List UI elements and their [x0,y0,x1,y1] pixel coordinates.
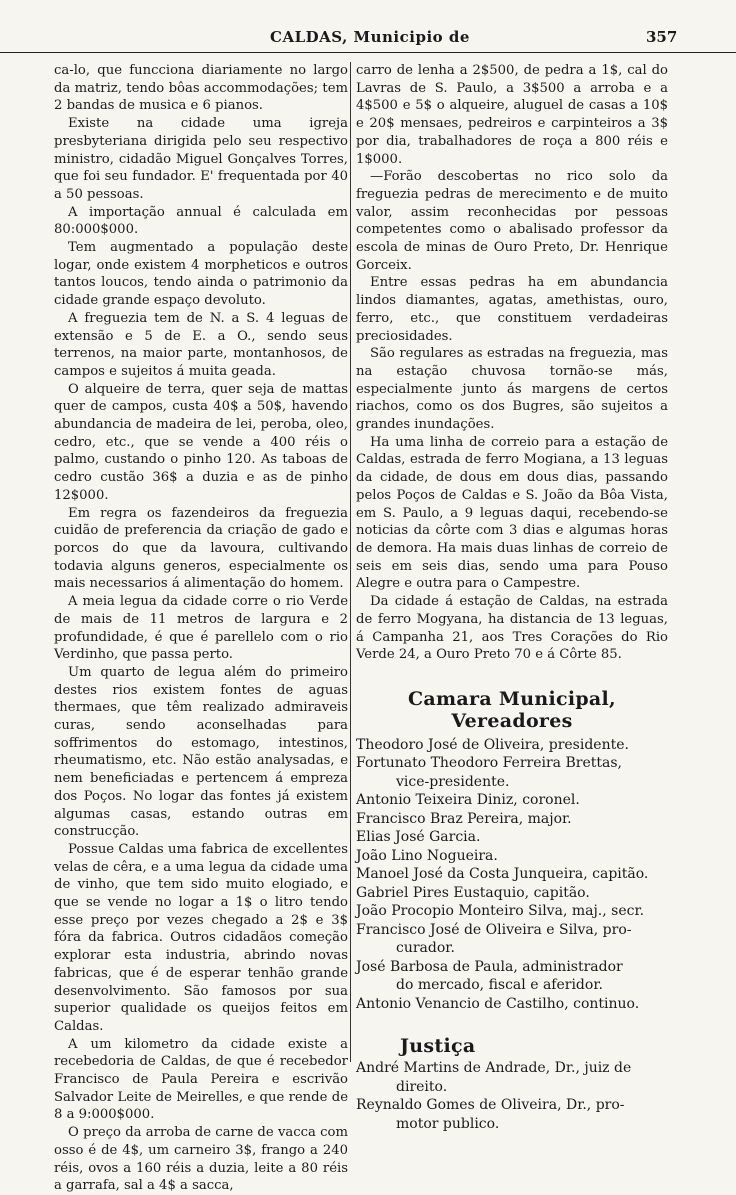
member-entry [356,828,668,847]
member-entry [356,902,668,921]
member-entry [356,736,668,755]
paragraph: O preço da arroba de carne de vacca com osso é de 4$, um carneiro 3$, frango a 240 réis, ovos a 160 réis a duzia, leite a 80 réis a garrafa, sal a 4$ a sacca, [54,1125,348,1194]
camara-heading: Camara Municipal, Vereadores [408,687,616,732]
member-entry [356,754,668,791]
member-entry [356,1059,668,1096]
member-line-continued: direito. [396,1078,448,1095]
paragraph: A meia legua da cidade corre o rio Verde de mais de 11 metros de largura e 2 profundidade, é que é parellelo com o rio Verdinho, que passa perto. [54,594,348,663]
member-entry [356,1096,668,1133]
page-number: 357 [646,28,678,46]
member-line: João Lino Nogueira. [356,847,498,864]
paragraph: Em regra os fazendeiros da freguezia cuidão de preferencia da criação de gado e porcos do que da lavoura, cultivando todavia alguns generos, especialmente os mais necessarios á alimentação do homem. [54,505,348,592]
member-line: Theodoro José de Oliveira, presidente. [356,736,629,753]
member-line: Gabriel Pires Eustaquio, capitão. [356,884,590,901]
member-line: Reynaldo Gomes de Oliveira, Dr., pro- [356,1097,625,1114]
paragraph: ca-lo, que funcciona diariamente no largo da matriz, tendo bôas accommodações; tem 2 bandas de musica e 6 pianos. [54,63,348,114]
member-line: Antonio Teixeira Diniz, coronel. [356,792,580,809]
member-entry [356,995,668,1014]
paragraph: carro de lenha a 2$500, de pedra a 1$, cal do Lavras de S. Paulo, a 3$500 a arroba e a 4$500 e 5$ o alqueire, aluguel de casas a 10$ e 20$ mensaes, pedreiros e carpinteiros a 3$ por dia, trabalhadores de roça a 800 réis e 1$000. [356,63,668,167]
paragraph: Entre essas pedras ha em abundancia lindos diamantes, agatas, amethistas, ouro, ferro, etc., que constituem verdadeiras preciosidades. [356,275,668,344]
paragraph: O alqueire de terra, quer seja de mattas quer de campos, custa 40$ a 50$, havendo abundancia de madeira de lei, peroba, oleo, cedro, etc., que se vende a 400 réis o palmo, custando o pinho 120. As taboas de cedro custão 36$ a duzia e as de pinho 12$000. [54,381,348,503]
paragraph: —Forão descobertas no rico solo da freguezia pedras de merecimento e de muito valor, assim reconhecidas por pessoas competentes como o abalisado professor da escola de minas de Ouro Preto, Dr. Henrique Gorceix. [356,169,668,273]
running-title: CALDAS, Municipio de [270,28,470,46]
member-entry [356,865,668,884]
member-line: Antonio Venancio de Castilho, continuo. [356,995,640,1012]
camara-member-list [356,736,668,1014]
justica-heading: Justiça [400,1035,476,1058]
member-entry [356,921,668,958]
right-column-text [356,62,668,664]
member-line-continued: curador. [396,940,455,957]
member-line: André Martins de Andrade, Dr., juiz de [356,1060,632,1077]
member-entry [356,847,668,866]
paragraph: A um kilometro da cidade existe a recebedoria de Caldas, de que é recebedor Francisco de Paula Pereira e escrivão Salvador Leite de Meirelles, e que rende de 8 a 9:000$000. [54,1036,348,1123]
justica-member-list [356,1059,668,1133]
paragraph: A importação annual é calculada em 80:000$000. [54,204,348,238]
right-column [356,62,668,1133]
column-divider [350,62,351,1062]
member-line: Francisco Braz Pereira, major. [356,810,572,827]
member-line: Fortunato Theodoro Ferreira Brettas, [356,755,622,772]
page-header [0,18,736,53]
paragraph: A freguezia tem de N. a S. 4 leguas de extensão e 5 de E. a O., sendo seus terrenos, na maior parte, montanhosos, de campos e sujeitos á muita geada. [54,310,348,379]
member-line: Elias José Garcia. [356,829,481,846]
paragraph: Possue Caldas uma fabrica de excellentes velas de cêra, e a uma legua da cidade uma de vinho, que tem sido muito elogiado, e que se vende no logar a 1$ o litro tendo esse preço por vezes chegado a 2$ e 3$ fóra da fabrica. Outros cidadãos começão explorar esta industria, abrindo novas fabricas, que é de esperar tenhão grande desenvolvimento. São famosos por sua superior qualidade os queijos feitos em Caldas. [54,841,348,1034]
member-line-continued: vice-presidente. [396,773,510,790]
paragraph: Tem augmentado a população deste logar, onde existem 4 morpheticos e outros tantos loucos, tendo ainda o patrimonio da cidade grande espaço devoluto. [54,240,348,309]
member-line: Manoel José da Costa Junqueira, capitão. [356,866,649,883]
member-entry [356,810,668,829]
paragraph: Ha uma linha de correio para a estação de Caldas, estrada de ferro Mogiana, a 13 leguas da cidade, de dous em dous dias, passando pelos Poços de Caldas e S. João da Bôa Vista, em S. Paulo, a 9 leguas daqui, recebendo-se noticias da côrte com 3 dias e algumas horas de demora. Ha mais duas linhas de correio de seis em seis dias, sendo uma para Pouso Alegre e outra para o Campestre. [356,434,668,592]
member-entry [356,884,668,903]
member-line-continued: do mercado, fiscal e aferidor. [396,977,603,994]
paragraph: São regulares as estradas na freguezia, mas na estação chuvosa tornão-se más, especialmente junto ás margens de certos riachos, como os dos Bugres, são sujeitos a grandes inundações. [356,346,668,433]
paragraph: Da cidade á estação de Caldas, na estrada de ferro Mogyana, ha distancia de 13 leguas, á Campanha 21, aos Tres Corações do Rio Verde 24, a Ouro Preto 70 e á Côrte 85. [356,594,668,663]
member-entry [356,958,668,995]
member-line: José Barbosa de Paula, administrador [356,958,623,975]
left-column [54,62,348,1195]
member-line: João Procopio Monteiro Silva, maj., secr. [356,903,645,920]
member-entry [356,791,668,810]
paragraph: Existe na cidade uma igreja presbyteriana dirigida pelo seu respectivo ministro, cidadão Miguel Gonçalves Torres, que foi seu fundador. E' frequentada por 40 a 50 pessoas. [54,116,348,202]
member-line-continued: motor publico. [396,1115,500,1132]
member-line: Francisco José de Oliveira e Silva, pro- [356,921,632,938]
paragraph: Um quarto de legua além do primeiro destes rios existem fontes de aguas thermaes, que têm realizado admiraveis curas, sendo aconselhadas para soffrimentos do estomago, intestinos, rheumatismo, etc. Não estão analysadas, e nem beneficiadas e pertencem á empreza dos Poços. No logar das fontes já existem algumas casas, estando outras em construcção. [54,664,348,840]
